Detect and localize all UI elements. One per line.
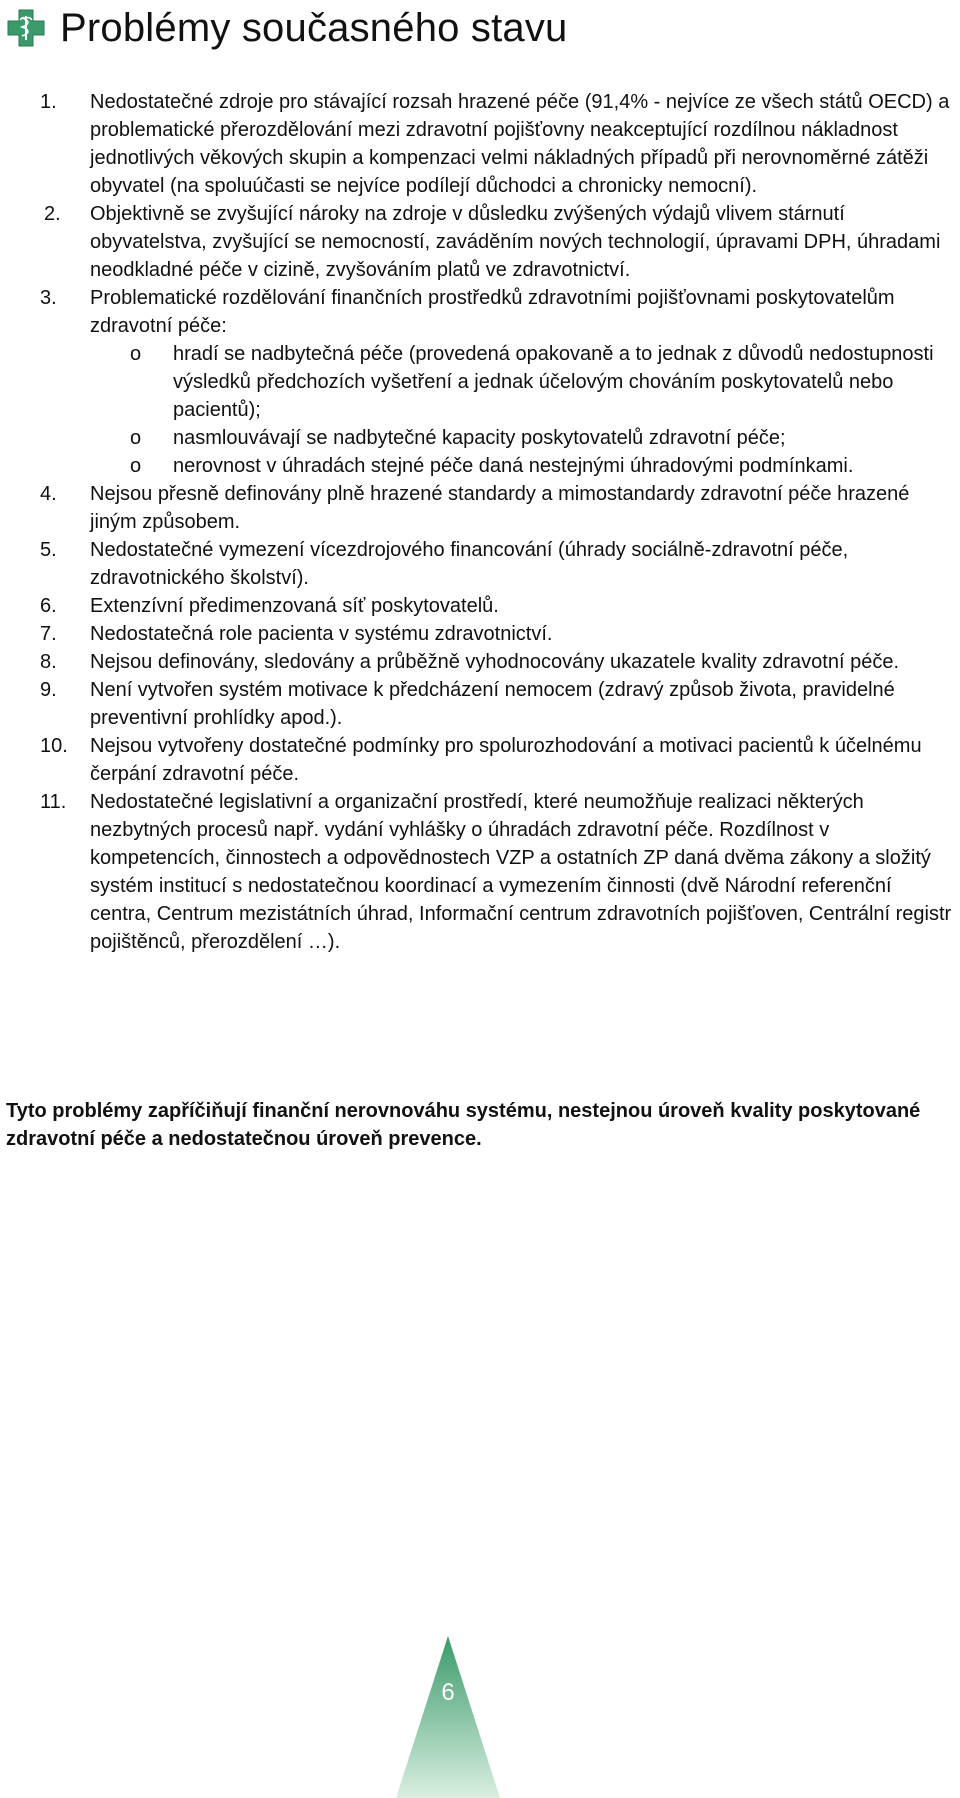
sub-item-text: nerovnost v úhradách stejné péče daná nestejnými úhradovými podmínkami. bbox=[173, 455, 854, 477]
page-number: 6 bbox=[441, 1679, 455, 1706]
conclusion-text: Tyto problémy zapříčiňují finanční nerovnováhu systému, nestejnou úroveň kvality poskytované zdravotní péče a nedostatečnou úroveň prevence. bbox=[6, 1100, 921, 1150]
item-text: Nejsou přesně definovány plně hrazené standardy a mimostandardy zdravotní péče hrazené jiným způsobem. bbox=[90, 483, 910, 533]
sub-list-item bbox=[90, 452, 952, 480]
list-item bbox=[0, 88, 960, 200]
item-text: Nedostatečné vymezení vícezdrojového financování (úhrady sociálně-zdravotní péče, zdravotnického školství). bbox=[90, 539, 849, 589]
list-item bbox=[0, 788, 960, 956]
list-item bbox=[0, 648, 960, 676]
item-number: 10. bbox=[40, 735, 68, 757]
item-text: Není vytvořen systém motivace k předcházení nemocem (zdravý způsob života, pravidelné preventivní prohlídky apod.). bbox=[90, 679, 895, 729]
sub-item-text: nasmlouvávají se nadbytečné kapacity poskytovatelů zdravotní péče; bbox=[173, 427, 786, 449]
item-number: 5. bbox=[40, 539, 57, 561]
item-number: 4. bbox=[40, 483, 57, 505]
item-number: 7. bbox=[40, 623, 57, 645]
problem-list bbox=[0, 88, 960, 956]
page-title: Problémy současného stavu bbox=[60, 6, 568, 50]
item-text: Nedostatečná role pacienta v systému zdravotnictví. bbox=[90, 623, 553, 645]
list-item bbox=[0, 284, 960, 480]
item-number: 9. bbox=[40, 679, 57, 701]
list-item bbox=[0, 536, 960, 592]
item-text: Nedostatečné zdroje pro stávající rozsah hrazené péče (91,4% - nejvíce ze všech států OECD) a problematické přerozdělování mezi zdravotní pojišťovny neakceptující rozdílnou nákladnost jednotlivých věkových skupin a kompenzaci velmi nákladných případů při nerovnoměrné zátěži obyvatel (na spoluúčasti se nejvíce podílejí důchodci a chronicky nemocní). bbox=[90, 91, 950, 197]
list-item bbox=[0, 676, 960, 732]
sub-list-item bbox=[90, 340, 952, 424]
item-text: Objektivně se zvyšující nároky na zdroje v důsledku zvýšených výdajů vlivem stárnutí obyvatelstva, zvyšující se nemocností, zaváděním nových technologií, úpravami DPH, úhradami neodkladné péče v cizině, zvyšováním platů ve zdravotnictví. bbox=[90, 203, 941, 281]
sub-item-text: hradí se nadbytečná péče (provedená opakovaně a to jednak z důvodů nedostupnosti výsledků předchozích vyšetření a jednak účelovým chováním poskytovatelů nebo pacientů); bbox=[173, 343, 934, 421]
item-number: 11. bbox=[40, 791, 67, 813]
item-text: Nedostatečné legislativní a organizační prostředí, které neumožňuje realizaci některých nezbytných procesů např. vydání vyhlášky o úhradách zdravotní péče. Rozdílnost v kompetencích, činnostech a odpovědnostech VZP a ostatních ZP daná dvěma zákony a složitý systém institucí s nedostatečnou koordinací a vymezením činnosti (dvě Národní referenční centra, Centrum mezistátních úhrad, Informační centrum zdravotních pojišťoven, Centrální registr pojištěnců, přerozdělení …). bbox=[90, 791, 952, 953]
medical-cross-logo-icon bbox=[6, 8, 46, 48]
footer-triangle-decoration bbox=[396, 1636, 500, 1798]
sub-list-item bbox=[90, 424, 952, 452]
bullet-marker: o bbox=[130, 427, 142, 449]
item-text: Extenzívní předimenzovaná síť poskytovatelů. bbox=[90, 595, 499, 617]
list-item bbox=[0, 480, 960, 536]
item-text: Nejsou vytvořeny dostatečné podmínky pro spolurozhodování a motivaci pacientů k účelnému čerpání zdravotní péče. bbox=[90, 735, 922, 785]
sub-list bbox=[90, 340, 952, 480]
item-number: 6. bbox=[40, 595, 57, 617]
item-number: 3. bbox=[40, 287, 57, 309]
item-number: 8. bbox=[40, 651, 57, 673]
list-item bbox=[0, 620, 960, 648]
bullet-marker: o bbox=[130, 343, 142, 365]
bullet-marker: o bbox=[130, 455, 142, 477]
item-number: 2. bbox=[44, 203, 61, 225]
item-text: Nejsou definovány, sledovány a průběžně vyhodnocovány ukazatele kvality zdravotní péče. bbox=[90, 651, 900, 673]
list-item bbox=[0, 200, 960, 284]
list-item bbox=[0, 732, 960, 788]
item-text: Problematické rozdělování finančních prostředků zdravotními pojišťovnami poskytovatelům zdravotní péče: bbox=[90, 287, 895, 337]
item-number: 1. bbox=[40, 91, 57, 113]
list-item bbox=[0, 592, 960, 620]
page-header bbox=[6, 6, 568, 50]
